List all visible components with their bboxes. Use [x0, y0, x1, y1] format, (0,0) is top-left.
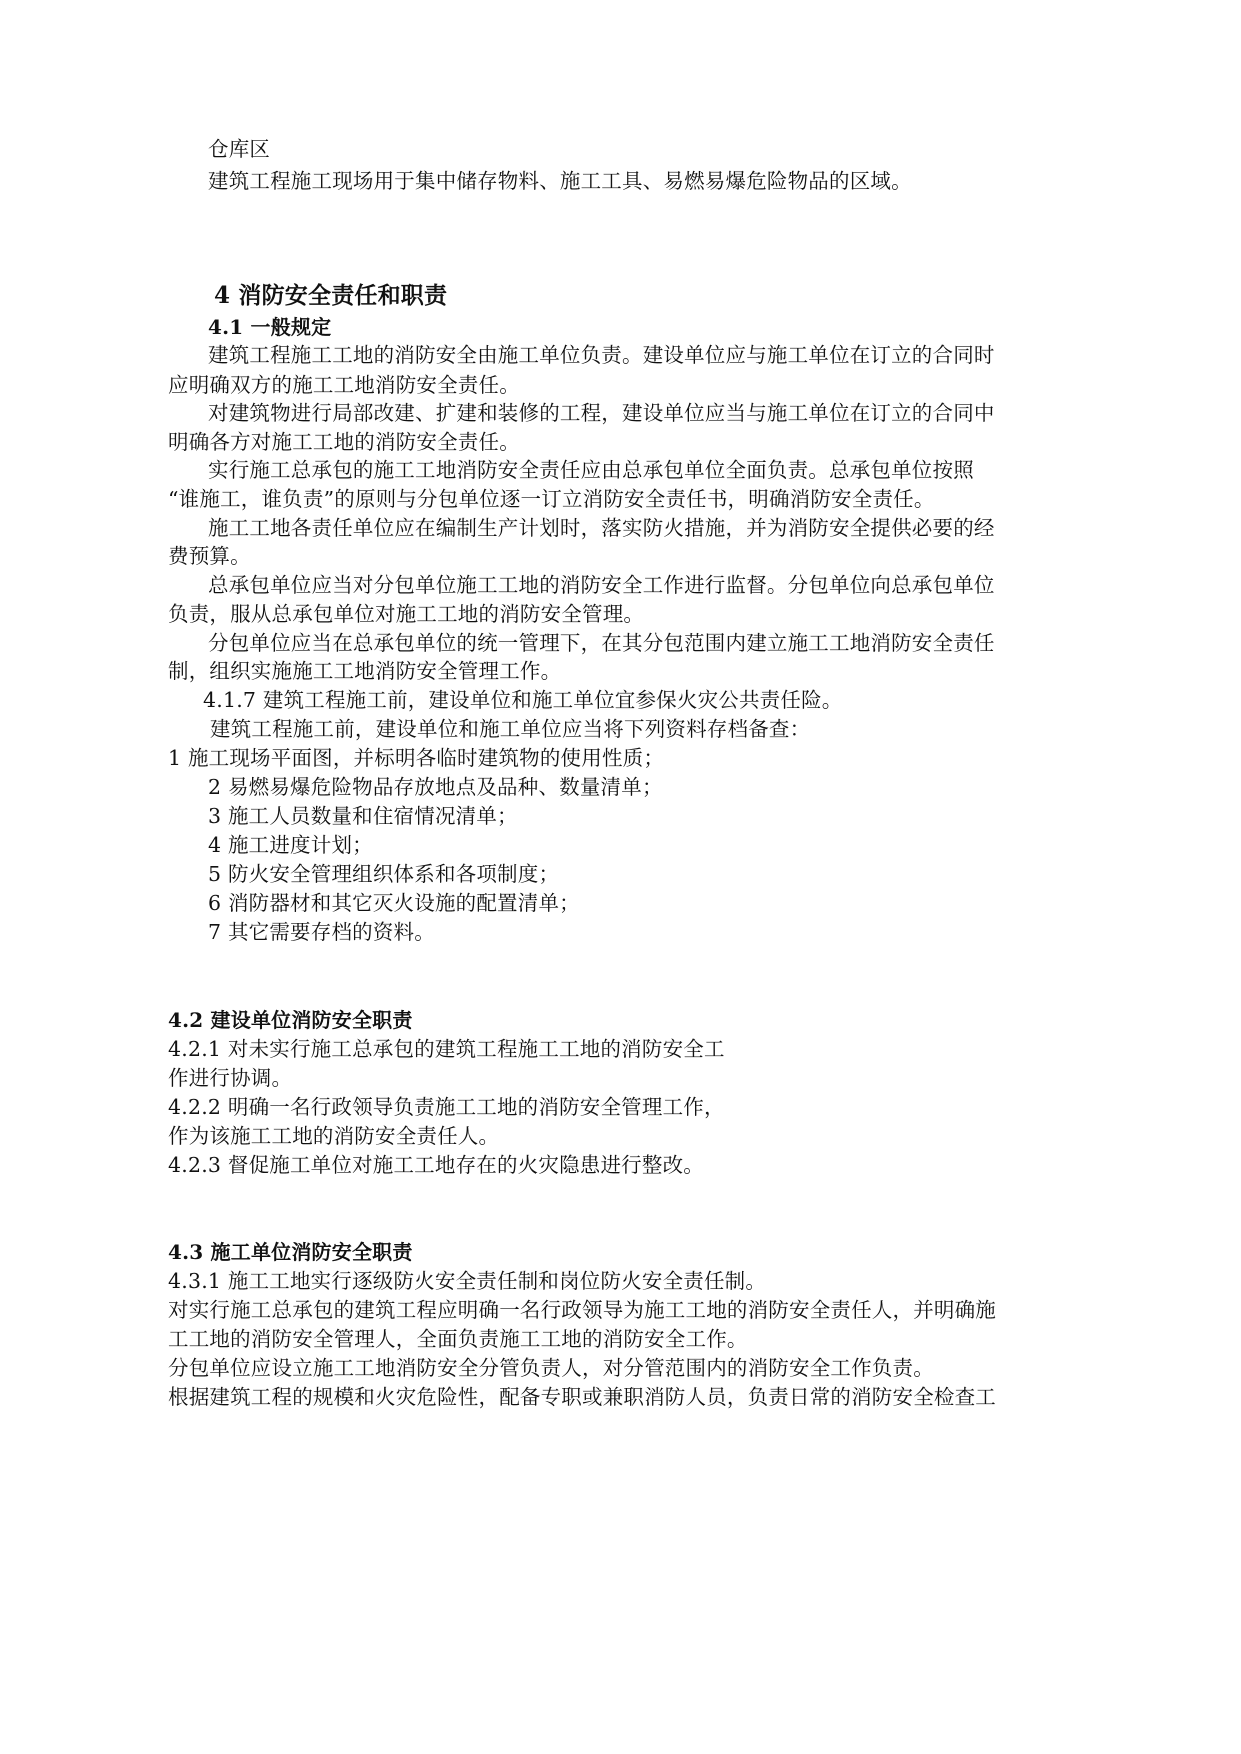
section-4-2-line: 4.2.3 督促施工单位对施工工地存在的火灾隐患进行整改。 [168, 1153, 704, 1177]
paragraph-line: 施工工地各责任单位应在编制生产计划时，落实防火措施，并为消防安全提供必要的经 [208, 516, 995, 540]
list-item: 7 其它需要存档的资料。 [208, 920, 435, 944]
paragraph-line: 对建筑物进行局部改建、扩建和装修的工程，建设单位应当与施工单位在订立的合同中 [208, 401, 995, 425]
paragraph-line: 应明确双方的施工工地消防安全责任。 [168, 373, 520, 397]
term-warehouse-area: 仓库区 [208, 137, 271, 161]
paragraph-line: 分包单位应当在总承包单位的统一管理下，在其分包范围内建立施工工地消防安全责任 [208, 631, 995, 655]
paragraph-line: “谁施工，谁负责”的原则与分包单位逐一订立消防安全责任书，明确消防安全责任。 [168, 487, 935, 511]
term-definition: 建筑工程施工现场用于集中储存物料、施工工具、易燃易爆危险物品的区域。 [208, 169, 912, 193]
list-item: 2 易燃易爆危险物品存放地点及品种、数量清单； [208, 775, 663, 799]
clause-4-1-7: 4.1.7 建筑工程施工前，建设单位和施工单位宜参保火灾公共责任险。 [203, 688, 843, 712]
section-4-2-line: 作为该施工工地的消防安全责任人。 [168, 1124, 500, 1148]
paragraph-line: 明确各方对施工工地的消防安全责任。 [168, 430, 520, 454]
paragraph-line: 负责，服从总承包单位对施工工地的消防安全管理。 [168, 602, 645, 626]
list-item: 3 施工人员数量和住宿情况清单； [208, 804, 518, 828]
section-4-2-line: 作进行协调。 [168, 1066, 293, 1090]
section-4-1-heading: 4.1 一般规定 [208, 315, 332, 339]
paragraph-line: 费预算。 [168, 544, 251, 568]
list-item: 5 防火安全管理组织体系和各项制度； [208, 862, 560, 886]
section-4-2-line: 4.2.2 明确一名行政领导负责施工工地的消防安全管理工作， [168, 1095, 725, 1119]
paragraph-line: 建筑工程施工工地的消防安全由施工单位负责。建设单位应与施工单位在订立的合同时 [208, 343, 995, 367]
section-4-heading: 4 消防安全责任和职责 [214, 282, 448, 309]
section-4-3-heading: 4.3 施工单位消防安全职责 [168, 1240, 413, 1264]
archive-intro: 建筑工程施工前，建设单位和施工单位应当将下列资料存档备查： [210, 717, 811, 741]
section-4-3-line: 对实行施工总承包的建筑工程应明确一名行政领导为施工工地的消防安全责任人，并明确施 [168, 1298, 996, 1322]
section-4-2-heading: 4.2 建设单位消防安全职责 [168, 1008, 413, 1032]
section-4-3-line: 工工地的消防安全管理人，全面负责施工工地的消防安全工作。 [168, 1327, 748, 1351]
paragraph-line: 实行施工总承包的施工工地消防安全责任应由总承包单位全面负责。总承包单位按照 [208, 458, 974, 482]
section-4-3-line: 根据建筑工程的规模和火灾危险性，配备专职或兼职消防人员，负责日常的消防安全检查工 [168, 1385, 996, 1409]
list-item: 6 消防器材和其它灭火设施的配置清单； [208, 891, 580, 915]
paragraph-line: 制，组织实施施工工地消防安全管理工作。 [168, 659, 562, 683]
section-4-3-line: 4.3.1 施工工地实行逐级防火安全责任制和岗位防火安全责任制。 [168, 1269, 767, 1293]
list-item: 1 施工现场平面图，并标明各临时建筑物的使用性质； [168, 746, 665, 770]
paragraph-line: 总承包单位应当对分包单位施工工地的消防安全工作进行监督。分包单位向总承包单位 [208, 573, 995, 597]
section-4-3-line: 分包单位应设立施工工地消防安全分管负责人，对分管范围内的消防安全工作负责。 [168, 1356, 934, 1380]
section-4-2-line: 4.2.1 对未实行施工总承包的建筑工程施工工地的消防安全工 [168, 1037, 725, 1061]
list-item: 4 施工进度计划； [208, 833, 373, 857]
